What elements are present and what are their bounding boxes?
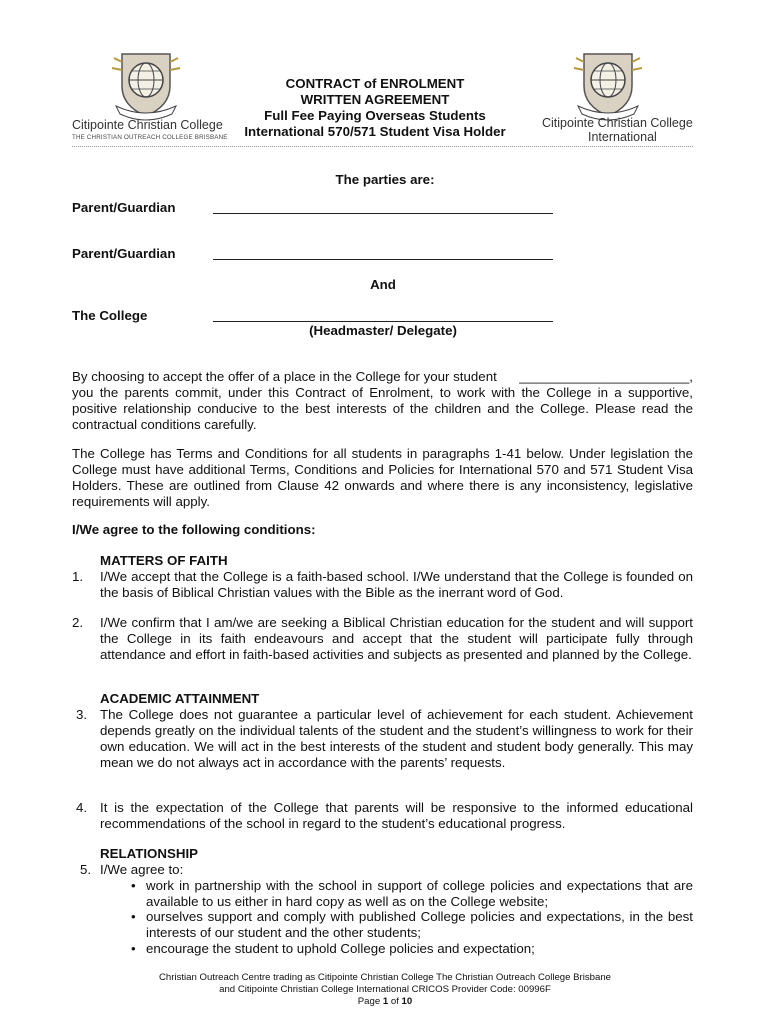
page-current: 1 <box>382 996 389 1007</box>
student-name-blank[interactable]: _______________________, <box>519 369 693 384</box>
of-label: of <box>390 996 399 1007</box>
clause-text: I/We agree to: <box>100 862 184 877</box>
section-heading-faith: MATTERS OF FAITH <box>100 553 228 568</box>
college-logo-right <box>540 48 693 148</box>
title-line-2: WRITTEN AGREEMENT <box>300 92 450 107</box>
title-line-4: International 570/571 Student Visa Holder <box>244 124 506 139</box>
clause-text: I/We accept that the College is a faith-based school. I/We understand that the College is founded on the basis of Biblical Christian values with the Bible as the inerrant word of God. <box>100 569 693 600</box>
parent-guardian-label-1: Parent/Guardian <box>72 200 176 215</box>
parent-guardian-signature-line-2[interactable] <box>213 259 553 260</box>
clause-number: 1. <box>72 569 84 584</box>
intro-paragraph: you the parents commit, under this Contract of Enrolment, to work with the College in a supportive, positive relationship conducive to the best interests of the children and the College. Please read the contractual conditions carefully. <box>72 385 693 432</box>
section-heading-academic: ACADEMIC ATTAINMENT <box>100 691 260 706</box>
college-label: The College <box>72 308 148 323</box>
logo-right-name: Citipointe Christian College <box>542 116 693 130</box>
clause-text: The College does not guarantee a particular level of achievement for each student. Achievement depends greatly on the individual talents of the student and the student’s willingness to work for their own education. We will act in the best interests of the student and student body generally. This may mean we do not always act in accordance with the parents’ requests. <box>100 707 693 770</box>
page-total: 10 <box>401 996 413 1007</box>
clause-number: 2. <box>72 615 84 630</box>
page-number <box>85 996 685 1008</box>
college-signature-line[interactable] <box>213 321 553 322</box>
page-footer <box>85 972 685 1008</box>
clause-text: It is the expectation of the College that parents will be responsive to the informed educational recommendations of the school in regard to the student’s educational progress. <box>100 800 693 831</box>
parties-heading: The parties are: <box>335 172 435 187</box>
logo-right-subtitle: International <box>588 130 657 144</box>
college-crest-icon <box>110 48 182 122</box>
page-label: Page <box>357 996 381 1007</box>
section-heading-relationship: RELATIONSHIP <box>100 846 199 861</box>
header-divider <box>72 146 693 147</box>
bullet-item: work in partnership with the school in support of college policies and expectations that are available to us either in hard copy as well as on the College website; <box>146 878 693 909</box>
title-line-3: Full Fee Paying Overseas Students <box>264 108 486 123</box>
parent-guardian-signature-line-1[interactable] <box>213 213 553 214</box>
parent-guardian-label-2: Parent/Guardian <box>72 246 176 261</box>
logo-left-subtitle: THE CHRISTIAN OUTREACH COLLEGE BRISBANE <box>72 134 228 141</box>
clause-number: 3. <box>76 707 88 722</box>
college-signatory-caption: (Headmaster/ Delegate) <box>309 323 457 338</box>
intro-line-text: By choosing to accept the offer of a place in the College for your student <box>72 369 497 384</box>
college-logo-left <box>72 48 228 148</box>
intro-first-line <box>72 369 693 385</box>
college-crest-icon <box>572 48 644 122</box>
bullet-icon: • <box>131 909 136 924</box>
bullet-item: ourselves support and comply with published College policies and expectations, in the best interests of our student and the other students; <box>146 909 693 940</box>
clause-number: 5. <box>80 862 92 877</box>
document-title <box>225 76 525 140</box>
clause-text: I/We confirm that I am/we are seeking a Biblical Christian education for the student and will support the College in its faith endeavours and accept that the student will participate fully through attendance and effort in faith-based activities and subjects as presented and planned by the College. <box>100 615 693 662</box>
bullet-icon: • <box>131 941 136 956</box>
bullet-icon: • <box>131 878 136 893</box>
clause-number: 4. <box>76 800 88 815</box>
footer-line-2: and Citipointe Christian College International CRICOS Provider Code: 00996F <box>219 984 551 995</box>
and-label: And <box>370 277 396 292</box>
terms-paragraph: The College has Terms and Conditions for all students in paragraphs 1-41 below. Under legislation the College must have additional Terms, Conditions and Policies for International 570 and 571 Student Visa Holders. These are outlined from Clause 42 onwards and where there is any inconsistency, legislative requirements will apply. <box>72 446 693 509</box>
footer-line-1: Christian Outreach Centre trading as Citipointe Christian College The Christian Outreach College Brisbane <box>158 972 612 983</box>
agree-heading: I/We agree to the following conditions: <box>72 522 316 537</box>
bullet-item: encourage the student to uphold College policies and expectation; <box>146 941 535 956</box>
logo-left-name: Citipointe Christian College <box>72 118 223 132</box>
title-line-1: CONTRACT of ENROLMENT <box>285 76 465 91</box>
